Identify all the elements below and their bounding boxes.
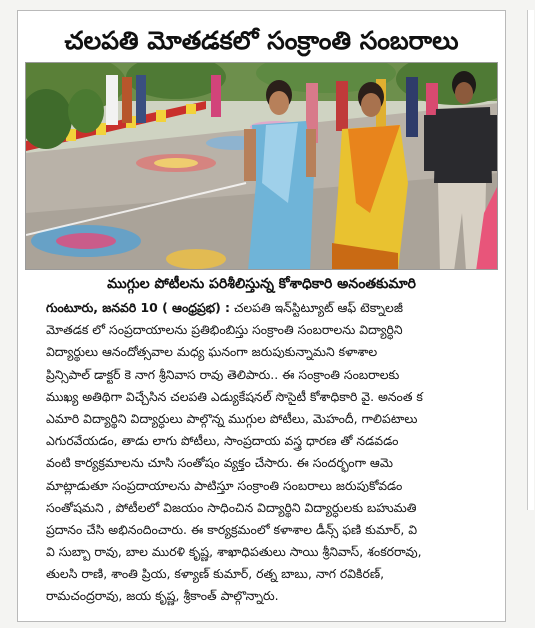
article-body xyxy=(46,297,495,608)
dateline: గుంటూరు, జనవరి 10 ( ఆంధ్రప్రభ) : xyxy=(46,300,231,315)
article-line-text: చలపతి ఇన్‌స్టిట్యూట్ ఆఫ్ టెక్నాలజీ xyxy=(230,300,403,315)
photo-caption: ముగ్గుల పోటీలను పరిశీలిస్తున్న కోశాధికారి అనంతకుమారి xyxy=(107,276,416,292)
article-line: తులసి రాణి, శాంతి ప్రియ, కళ్యాణ్ కుమార్, రత్న బాబు, నాగ రవికిరణ్, xyxy=(46,566,385,582)
article-line: రామచంద్రరావు, జయ కృష్ణ, శ్రీకాంత్ పాల్గొన్నారు. xyxy=(46,588,279,604)
headline: చలపతి మోతడకలో సంక్రాంతి సంబరాలు xyxy=(64,26,459,55)
article-line: సంతోషమని , పోటీలలో విజయం సాధించిన విద్యార్థిని విద్యార్ధులకు బహుమతి xyxy=(46,499,417,515)
article-line: మోతడక లో సంప్రదాయాలను ప్రతిభింబిస్తు సంక్రాంతి సంబరాలను విద్యార్ధిని xyxy=(46,322,403,338)
article-line: ముఖ్య అతిథిగా విచ్చేసిన చలపతి ఎడ్యుకేషనల్ సొసైటీ కోశాధికారి వై. అనంత క xyxy=(46,388,423,404)
article-line: ప్రిన్సిపాల్ డాక్టర్ కె నాగ శ్రీనివాస రావు తెలిపారు.. ఈ సంక్రాంతి సంబరాలకు xyxy=(46,366,400,382)
article-line: ప్రదానం చేసి అభినందించారు. ఈ కార్యక్రమంలో కళాశాల డీన్స్ ఫణి కుమార్, వి xyxy=(46,521,418,537)
article-photo xyxy=(25,62,498,270)
article-line: మాట్లాడుతూ సంప్రదాయాలను పాటిస్తూ సంక్రాంతి సంబరాలు జరుపుకోవడం xyxy=(46,477,403,493)
article-line xyxy=(46,297,495,319)
article-line: వంటి కార్యక్రమాలను చూసి సంతోషం వ్యక్తం చేసారు. ఈ సందర్భంగా ఆమె xyxy=(46,455,393,471)
article-line: వి సుబ్బా రావు, బాల మురళి కృష్ణ, శాఖాధిపతులు సాయి శ్రీనివాస్, శంకరరావు, xyxy=(46,544,422,560)
article-line: విద్యార్థులు ఆనందోత్సవాల మధ్య ఘనంగా జరుపుకున్నామని కళాశాల xyxy=(46,344,378,360)
newspaper-clipping xyxy=(17,10,506,622)
article-line: ఎగురవేయడం, తాడు లాగు పోటీలు, సాంప్రదాయ వస్త్ర ధారణ తో నడవడం xyxy=(46,433,399,449)
article-line: ఎమారి విద్యార్థిని విద్యార్ధులు పాల్గొన్న ముగ్గుల పోటీలు, మెహందీ, గాలిపటాలు xyxy=(46,410,418,426)
adjacent-clipping-edge xyxy=(527,10,534,510)
